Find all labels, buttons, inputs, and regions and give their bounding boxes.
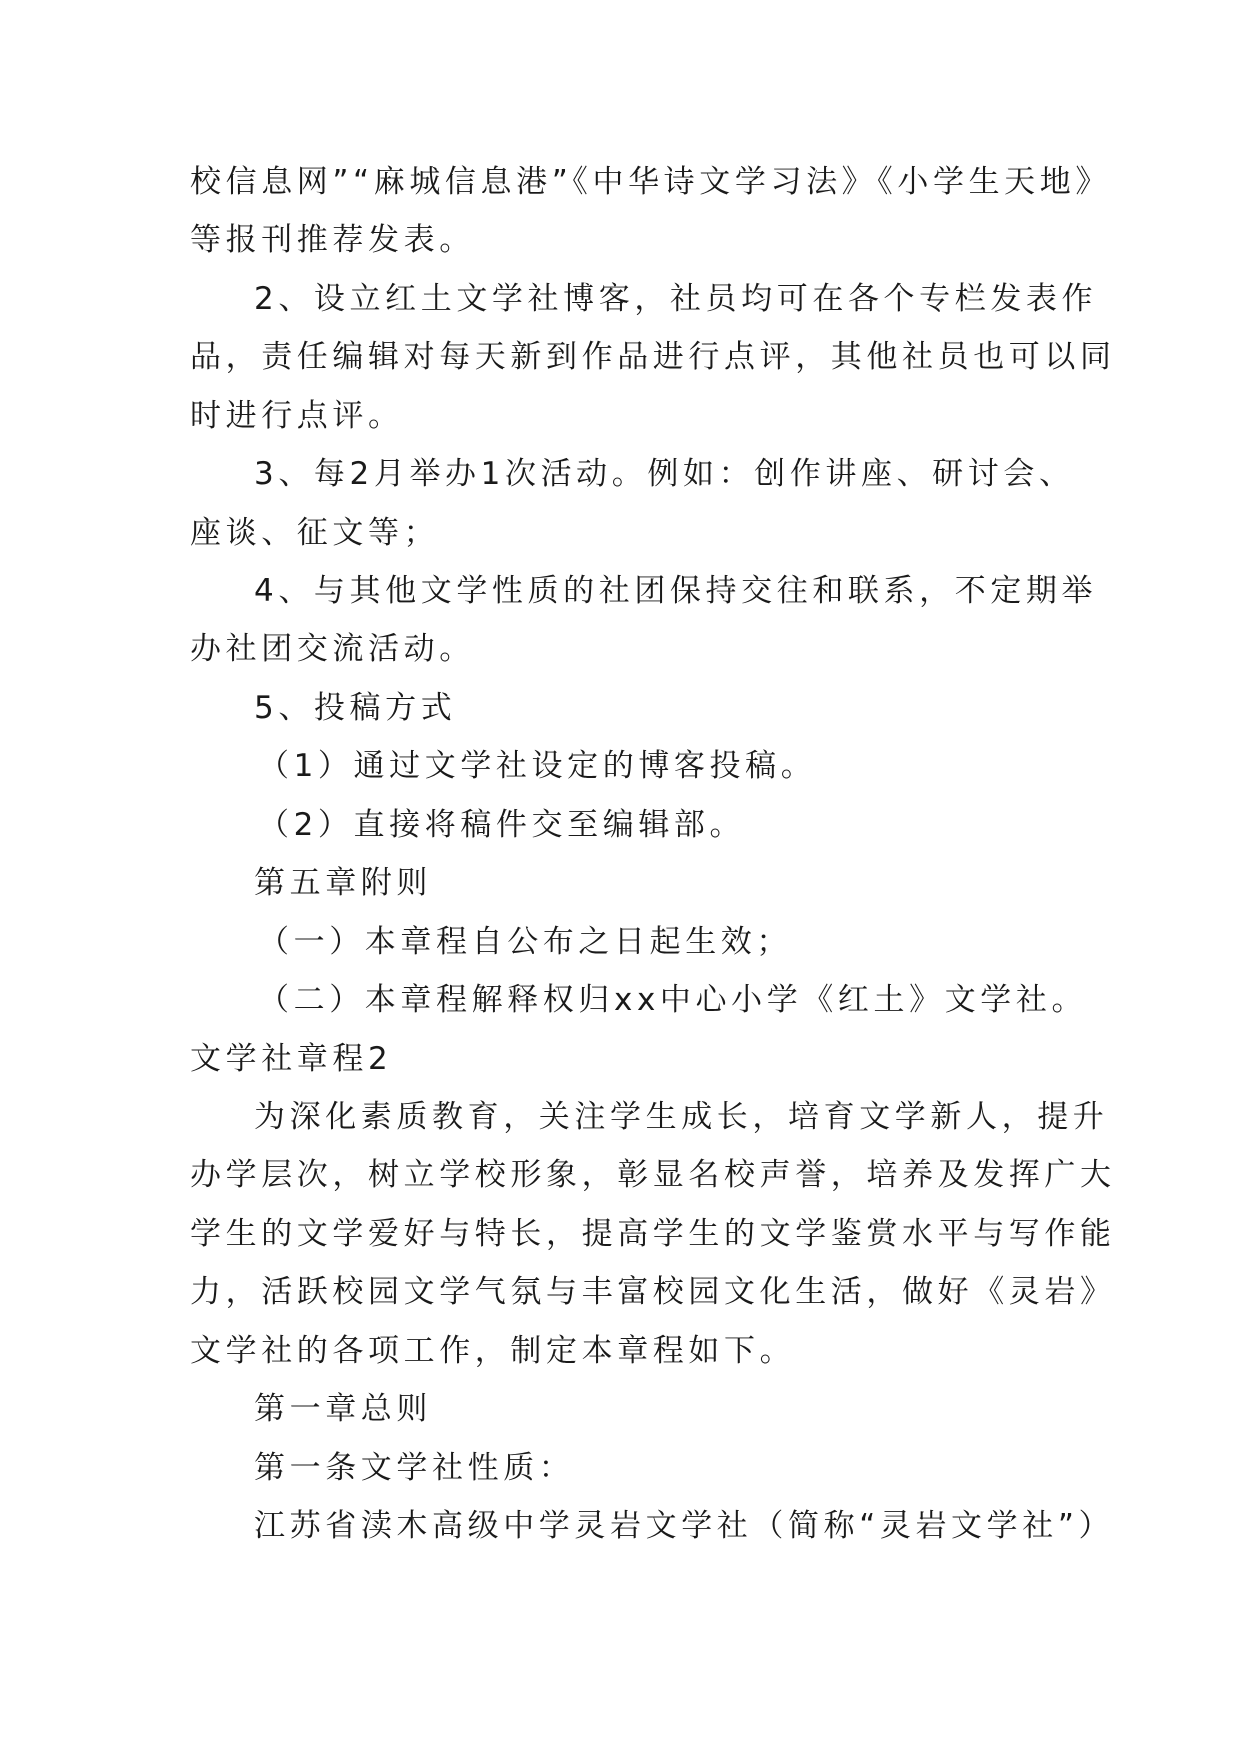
- text-line: 5、投稿方式: [254, 690, 457, 726]
- text-line: （二）本章程解释权归xx中心小学《红土》文学社。: [258, 982, 1088, 1018]
- text-line: 校信息网”“麻城信息港”《中华诗文学习法》《小学生天地》: [190, 164, 1111, 200]
- text-line: 办学层次，树立学校形象，彰显名校声誉，培养及发挥广大: [190, 1157, 1116, 1193]
- document-title: 文学社章程2: [190, 1041, 393, 1077]
- text-line: 3、每2月举办1次活动。例如：创作讲座、研讨会、: [254, 456, 1075, 492]
- text-line: 文学社的各项工作，制定本章程如下。: [190, 1333, 796, 1369]
- text-line: 等报刊推荐发表。: [190, 222, 475, 258]
- text-line: 江苏省渎木高级中学灵岩文学社（简称“灵岩文学社”）: [254, 1508, 1115, 1544]
- text-line: 座谈、征文等；: [190, 515, 440, 551]
- text-line: 时进行点评。: [190, 398, 404, 434]
- section-heading: 第五章附则: [254, 865, 432, 901]
- text-line: 4、与其他文学性质的社团保持交往和联系，不定期举: [254, 573, 1098, 609]
- text-line: 力，活跃校园文学气氛与丰富校园文化生活，做好《灵岩》: [190, 1274, 1116, 1310]
- section-heading: 第一章总则: [254, 1391, 432, 1427]
- text-line: 为深化素质教育，关注学生成长，培育文学新人，提升: [254, 1099, 1109, 1135]
- text-line: 品，责任编辑对每天新到作品进行点评，其他社员也可以同: [190, 339, 1116, 375]
- text-line: （一）本章程自公布之日起生效；: [258, 924, 792, 960]
- text-line: 2、设立红土文学社博客，社员均可在各个专栏发表作: [254, 281, 1098, 317]
- text-line: （2）直接将稿件交至编辑部。: [258, 807, 746, 843]
- article-heading: 第一条文学社性质：: [254, 1450, 575, 1486]
- text-line: （1）通过文学社设定的博客投稿。: [258, 748, 817, 784]
- text-line: 学生的文学爱好与特长，提高学生的文学鉴赏水平与写作能: [190, 1216, 1116, 1252]
- text-line: 办社团交流活动。: [190, 631, 475, 667]
